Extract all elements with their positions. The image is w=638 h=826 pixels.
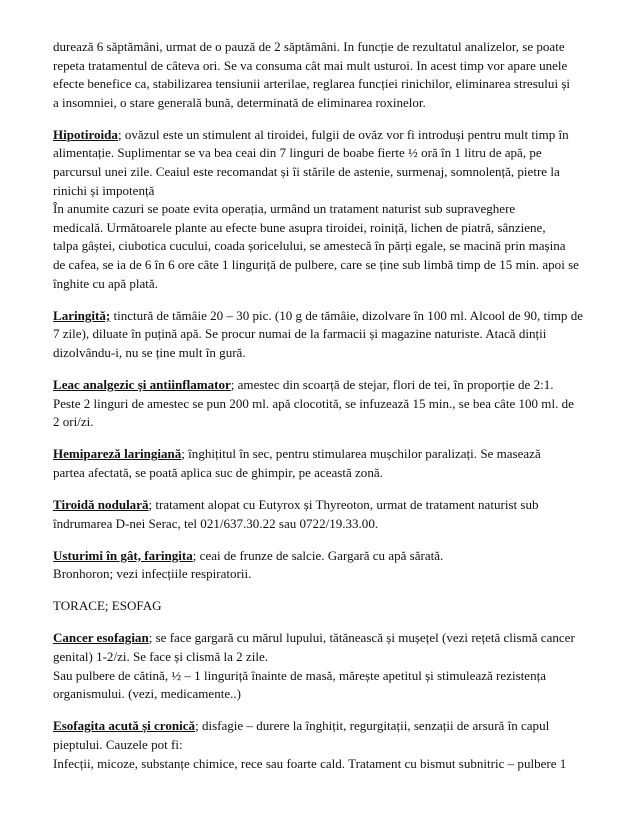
text-line: înghite cu apă plată.	[53, 276, 158, 291]
text-line	[53, 307, 603, 326]
text-line: organismului. (vezi, medicamente..)	[53, 687, 242, 702]
text-line: dizolvându-i, nu se ține mult în gură.	[53, 345, 246, 360]
line-text: ; se face gargară cu mărul lupului, tătănească și mușețel (vezi rețetă clismă cancer	[148, 631, 575, 646]
chapter-title: TORACE; ESOFAG	[53, 599, 162, 614]
document-body	[53, 38, 593, 787]
line-text: ; ceai de frunze de salcie. Gargară cu apă sărată.	[192, 548, 444, 563]
text-line	[53, 445, 603, 464]
text-line: a insomniei, o stare generală bună, determinată de eliminarea roxinelor.	[53, 95, 426, 110]
text-line: 2 ori/zi.	[53, 415, 94, 430]
text-line: pieptului. Cauzele pot fi:	[53, 737, 183, 752]
section-heading: Usturimi în gât, faringita	[53, 548, 193, 563]
text-line	[53, 126, 603, 145]
text-line: talpa gâștei, ciubotica cucului, coada șoricelului, se amestecă în părți egale, se macină prin mașina	[53, 239, 566, 254]
text-line	[53, 376, 603, 395]
text-line	[53, 547, 603, 566]
section-heading: Tiroidă nodulară	[53, 497, 149, 512]
section-heading: Hemipareză laringiană	[53, 447, 182, 462]
line-text: ; înghițitul în sec, pentru stimularea mușchilor paralizați. Se masează	[181, 447, 541, 462]
paragraph	[53, 38, 593, 112]
section-heading: Esofagita acută și cronică	[53, 719, 196, 734]
paragraph-chapter	[53, 597, 593, 616]
text-line: Sau pulbere de cătină, ½ – 1 linguriță înainte de masă, mărește apetitul și stimulează rezistența	[53, 668, 547, 683]
text-line	[53, 717, 603, 736]
text-line: Bronhoron; vezi infecțiile respiratorii.	[53, 567, 252, 582]
text-line: îndrumarea D-nei Serac, tel 021/637.30.22 sau 0722/19.33.00.	[53, 516, 379, 531]
text-line: Infecții, micoze, substanțe chimice, rece sau foarte cald. Tratament cu bismut subnitric – pulbere 1	[53, 756, 567, 771]
paragraph-tiroida-nodulara	[53, 496, 593, 533]
paragraph-usturimi	[53, 547, 593, 584]
text-line: Peste 2 linguri de amestec se pun 200 ml. apă clocotită, se infuzează 15 min., se bea câte 100 ml. de	[53, 396, 574, 411]
text-line: În anumite cazuri se poate evita operația, urmând un tratament naturist sub supraveghere	[53, 202, 516, 217]
line-text: ; disfagie – durere la înghițit, regurgitații, senzații de arsură în capul	[195, 719, 550, 734]
line-text: ; ovăzul este un stimulent al tiroidei, fulgii de ovăz vor fi introduși pentru mult timp în	[117, 127, 569, 142]
paragraph-leac-analgezic	[53, 376, 593, 432]
text-line: repeta tratamentul de câteva ori. Se va consuma cât mai mult usturoi. In acest timp vor apare unele	[53, 58, 568, 73]
text-line	[53, 496, 603, 515]
text-line: efecte benefice ca, stabilizarea tensiunii arterilae, reglarea funcției rinichilor, eliminarea stresului și	[53, 77, 571, 92]
text-line: 7 zile), diluate în puțină apă. Se procur numai de la farmacii și magazine naturiste. Atacă dinții	[53, 327, 547, 342]
text-line: durează 6 săptămâni, urmat de o pauză de 2 săptămâni. In funcție de rezultatul analizelor, se poate	[53, 40, 565, 54]
text-line: partea afectată, se poată aplica suc de ghimpir, pe această zonă.	[53, 465, 383, 480]
line-text: ; amestec din scoarță de stejar, flori de tei, în proporție de 2:1.	[230, 378, 554, 392]
text-line: parcursul unei zile. Ceaiul este recomandat și îi stările de astenie, surmenaj, somnolență, pietre la	[53, 165, 560, 180]
paragraph-cancer-esofagian	[53, 629, 593, 703]
line-text: ; tratament alopat cu Eutyrox și Thyreoton, urmat de tratament naturist sub	[148, 497, 539, 512]
text-line: medicală. Următoarele plante au efecte bune asupra tiroidei, roiniță, lichen de piatră, sânziene,	[53, 220, 546, 235]
section-heading: Laringită;	[53, 308, 111, 323]
text-line: alimentație. Suplimentar se va bea ceai din 7 linguri de boabe fierte ½ oră în 1 litru de apă, pe	[53, 146, 542, 161]
paragraph-laringita	[53, 307, 593, 363]
text-line: genital) 1-2/zi. Se face și clismă la 2 zile.	[53, 650, 269, 665]
section-heading: Cancer esofagian	[53, 631, 149, 646]
paragraph-hemipareza	[53, 445, 593, 482]
text-line: de cafea, se ia de 6 în 6 ore câte 1 linguriță de pulbere, care se ține sub limbă timp de 15 min. apoi se	[53, 258, 579, 273]
text-line	[53, 629, 603, 648]
line-text: tinctură de tămâie 20 – 30 pic. (10 g de tămâie, dizolvare în 100 ml. Alcool de 90, timp de	[110, 308, 584, 323]
section-heading: Hipotiroida	[53, 127, 118, 142]
text-line: rinichi și impotență	[53, 183, 155, 198]
paragraph-esofagita	[53, 717, 593, 773]
section-heading: Leac analgezic și antiinflamator	[53, 378, 231, 392]
paragraph-hipotiroida	[53, 126, 593, 293]
